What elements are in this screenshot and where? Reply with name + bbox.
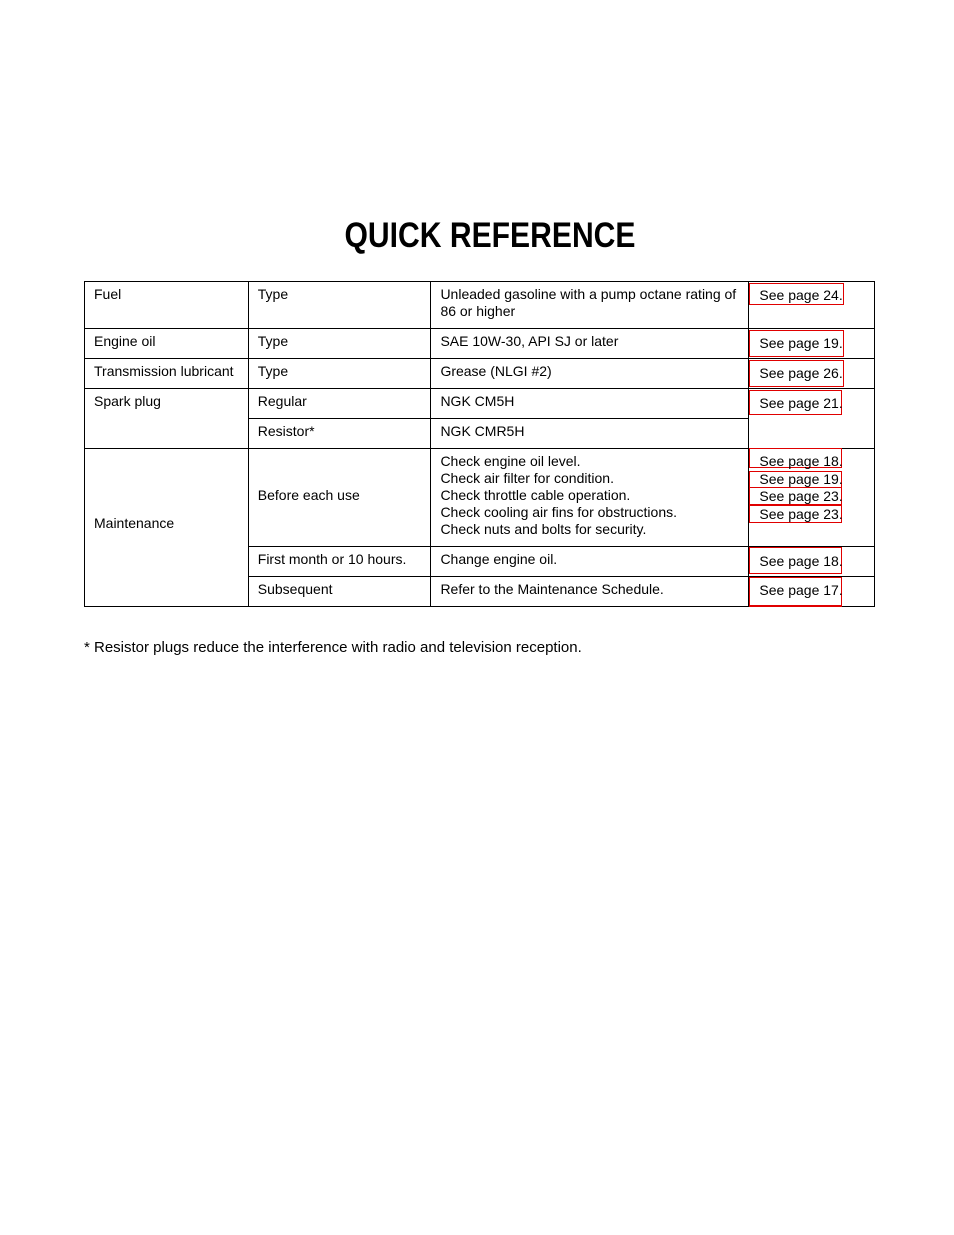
see-page-link-throttle[interactable]: See page 23.	[749, 487, 842, 505]
value-fuel	[431, 282, 749, 329]
page-title: QUICK REFERENCE	[344, 216, 636, 255]
table-row-engine-oil	[85, 329, 875, 359]
table-row-spark-plug-regular	[85, 389, 875, 419]
see-page-link-cooling-fins[interactable]: See page 23.	[749, 505, 842, 523]
item-engine-oil: Engine oil	[85, 329, 249, 359]
spec-maintenance-subsequent: Subsequent	[248, 577, 431, 607]
spec-spark-plug-regular: Regular	[248, 389, 431, 419]
check-line: Check engine oil level.	[440, 453, 581, 469]
spec-fuel: Type	[248, 282, 431, 329]
check-line: Check cooling air fins for obstructions.	[440, 504, 677, 520]
check-line: Check air filter for condition.	[440, 470, 614, 486]
see-page-link-subsequent[interactable]: See page 17.	[749, 577, 842, 607]
see-page-link-transmission[interactable]: See page 26.	[749, 360, 844, 387]
value-spark-plug-resistor: NGK CMR5H	[431, 419, 749, 449]
see-page-link-fuel[interactable]: See page 24.	[749, 283, 844, 305]
spec-maintenance-first: First month or 10 hours.	[248, 547, 431, 577]
footnote: * Resistor plugs reduce the interference with radio and television reception.	[84, 639, 582, 656]
see-page-link-engine-oil[interactable]: See page 19.	[749, 330, 844, 357]
spec-maintenance-before: Before each use	[248, 449, 431, 547]
value-maintenance-subsequent: Refer to the Maintenance Schedule.	[431, 577, 749, 607]
ref-cell-maintenance-before	[749, 449, 875, 547]
item-transmission: Transmission lubricant	[85, 359, 249, 389]
check-line: Check throttle cable operation.	[440, 487, 631, 503]
value-fuel-line-1: Unleaded gasoline with a pump octane rating of	[440, 286, 737, 302]
value-maintenance-first: Change engine oil.	[431, 547, 749, 577]
item-spark-plug: Spark plug	[85, 389, 249, 449]
value-maintenance-before	[431, 449, 749, 547]
spec-engine-oil: Type	[248, 329, 431, 359]
ref-cell-spark-plug	[749, 389, 875, 449]
see-page-link-air-filter[interactable]: See page 19.	[749, 471, 842, 488]
spec-spark-plug-resistor: Resistor*	[248, 419, 431, 449]
table-row-maintenance-before	[85, 449, 875, 547]
see-page-link-first-month[interactable]: See page 18.	[749, 547, 842, 574]
table-row-transmission	[85, 359, 875, 389]
value-engine-oil: SAE 10W-30, API SJ or later	[431, 329, 749, 359]
ref-cell-engine-oil	[749, 329, 875, 359]
ref-cell-transmission	[749, 359, 875, 389]
see-page-link-oil-level[interactable]: See page 18.	[749, 448, 842, 468]
table-row-fuel	[85, 282, 875, 329]
quick-reference-table	[84, 281, 875, 607]
see-page-link-spark-plug[interactable]: See page 21.	[749, 390, 842, 415]
ref-cell-fuel	[749, 282, 875, 329]
value-transmission: Grease (NLGI #2)	[431, 359, 749, 389]
ref-cell-maintenance-subsequent	[749, 577, 875, 607]
ref-cell-maintenance-first	[749, 547, 875, 577]
item-maintenance: Maintenance	[85, 449, 249, 607]
item-fuel: Fuel	[85, 282, 249, 329]
value-fuel-line-2: 86 or higher	[440, 303, 516, 319]
spec-transmission: Type	[248, 359, 431, 389]
value-spark-plug-regular: NGK CM5H	[431, 389, 749, 419]
check-line: Check nuts and bolts for security.	[440, 521, 647, 537]
